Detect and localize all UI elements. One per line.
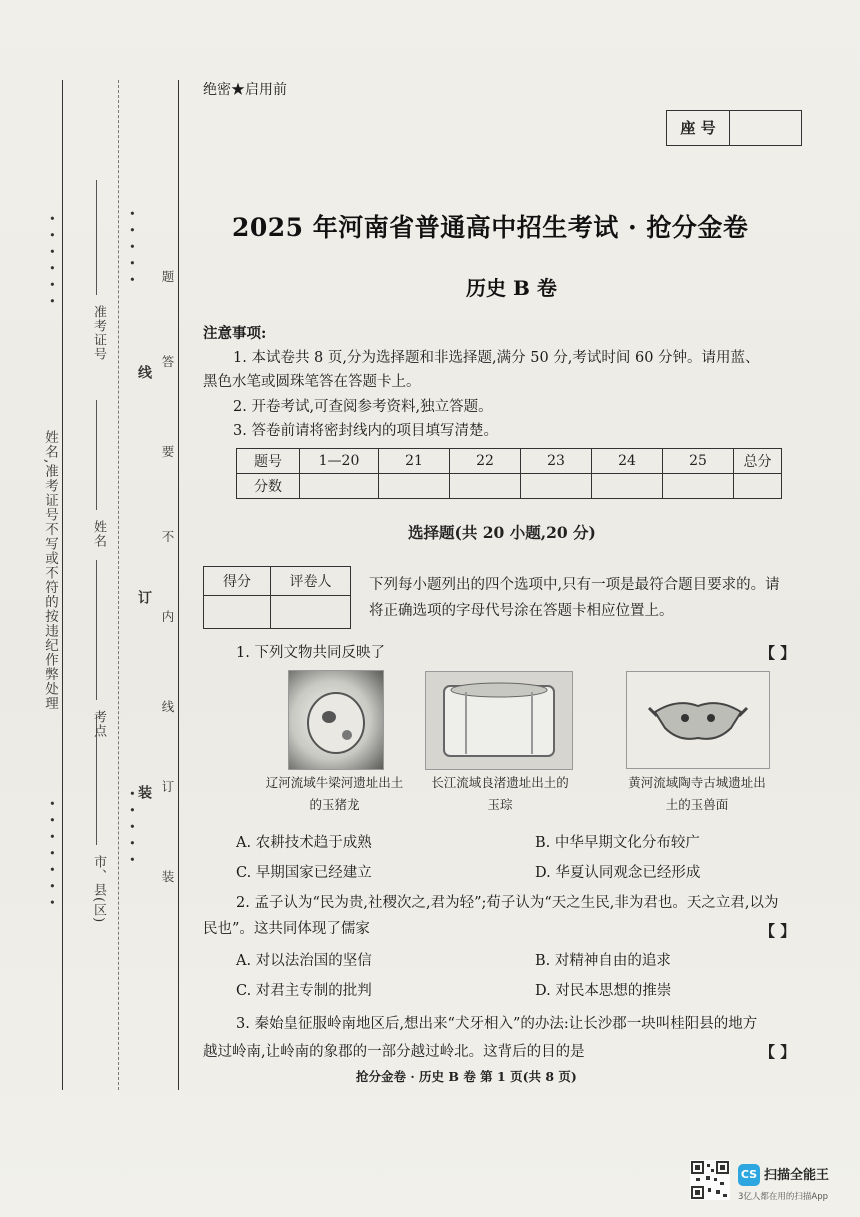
q2-option-d[interactable]: D. 对民本思想的推崇 [535,983,672,999]
score-header-cell: 1—20 [300,449,379,474]
exam-title: 2025 年河南省普通高中招生考试 · 抢分金卷 [232,213,749,242]
seal-word-xian: 线 [136,365,152,380]
seal-word-ding: 订 [136,590,152,605]
q1-option-c[interactable]: C. 早期国家已经建立 [236,865,372,881]
jade-cong-icon [426,672,572,769]
q2-option-a[interactable]: A. 对以法治国的坚信 [236,953,372,969]
grader-score-cell[interactable] [204,596,271,629]
binding-inner-line [178,80,179,1090]
field-admission-no-line [96,180,98,295]
artifact-image-jade-beast-face [626,671,770,769]
grader-marker-cell[interactable] [271,596,351,629]
score-header-cell: 总分 [734,449,782,474]
q1-option-d[interactable]: D. 华夏认同观念已经形成 [535,865,701,881]
caption-jade-pig-dragon: 辽河流域牛梁河遗址出土的玉猪龙 [265,775,404,812]
secret-label: 绝密★启用前 [203,82,287,98]
jade-beast-face-icon [627,672,769,768]
q3-answer-bracket[interactable]: 【 】 [760,1043,796,1061]
seat-number-label: 座 号 [667,111,730,145]
q2-option-b[interactable]: B. 对精神自由的追求 [535,953,671,969]
score-cell[interactable] [300,474,379,499]
q2-stem: 2. 孟子认为“民为贵,社稷次之,君为轻”;荀子认为“天之生民,非为君也。天之立君,以为民也”。这共同体现了儒家 [203,895,779,937]
bleed-through-text [760,90,773,109]
score-header-cell: 题号 [237,449,300,474]
scanner-logo-icon: CS [738,1164,760,1186]
scanner-app-name: 扫描全能王 [764,1168,830,1183]
inner-word-8: 题 [160,270,175,284]
q3-stem: 3. 秦始皇征服岭南地区后,想出来“犬牙相入”的办法:让长沙郡一块叫桂阳县的地方越过岭南,让岭南的象郡的一部分越过岭北。这背后的目的是 [203,1016,758,1060]
scanner-tagline: 3亿人都在用的扫描App [738,1192,829,1202]
binding-notice: 姓名,准考证号不写或不符的按违纪作弊处理 [42,430,58,711]
inner-word-5: 不 [160,530,175,544]
section-heading: 选择题(共 20 小题,20 分) [408,523,596,542]
grader-header-marker: 评卷人 [271,567,351,596]
inner-word-6: 要 [160,445,175,459]
inner-word-7: 答 [160,355,175,369]
binding-dots-mid-bottom: ••••• [125,790,138,873]
field-name-line [96,400,98,510]
binding-dots-top: •••••• [45,215,58,314]
inner-word-3: 线 [160,700,175,714]
jade-pig-dragon-icon [289,671,383,769]
score-cell[interactable] [450,474,521,499]
score-cell[interactable] [734,474,782,499]
score-header-cell: 24 [592,449,663,474]
notes-heading: 注意事项: [203,325,267,342]
score-table [236,448,782,499]
notes-item-2: 2. 开卷考试,可查阅参考资料,独立答题。 [233,399,493,415]
score-header-cell: 21 [379,449,450,474]
caption-jade-beast-face: 黄河流域陶寺古城遗址出土的玉兽面 [628,775,766,812]
score-cell[interactable] [663,474,734,499]
artifact-image-jade-cong [425,671,573,770]
grader-header-score: 得分 [204,567,271,596]
field-admission-no: 准考证号 [91,305,106,361]
subject-title: 历史 B 卷 [466,276,557,300]
notes-item-3: 3. 答卷前请将密封线内的项目填写清楚。 [233,423,498,439]
q1-answer-bracket[interactable]: 【 】 [760,644,796,662]
binding-dots-bottom: ••••••• [45,800,58,916]
section-instruction: 下列每小题列出的四个选项中,只有一项是最符合题目要求的。请将正确选项的字母代号涂在答题卡相应位置上。 [369,577,780,619]
qr-code-icon [690,1160,730,1200]
q1-stem: 1. 下列文物共同反映了 [236,645,385,661]
page-footer: 抢分金卷 · 历史 B 卷 第 1 页(共 8 页) [356,1069,577,1084]
grader-table [203,566,351,629]
artifact-image-jade-pig-dragon [288,670,384,770]
score-cell[interactable] [592,474,663,499]
binding-dots-mid-top: ••••• [125,210,138,293]
score-row-label: 分数 [237,474,300,499]
seal-word-zhuang: 装 [136,785,152,800]
caption-jade-cong: 长江流域良渚遗址出土的玉琮 [431,775,569,812]
score-header-cell: 22 [450,449,521,474]
q1-option-b[interactable]: B. 中华早期文化分布较广 [535,835,700,851]
inner-word-4: 内 [160,610,175,624]
seat-number-box [666,110,802,146]
q2-answer-bracket[interactable]: 【 】 [760,922,796,940]
score-cell[interactable] [521,474,592,499]
score-header-cell: 25 [663,449,734,474]
field-name: 姓名 [91,520,106,548]
notes-item-1: 1. 本试卷共 8 页,分为选择题和非选择题,满分 50 分,考试时间 60 分钟。请用蓝、黑色水笔或圆珠笔答在答题卡上。 [203,350,760,390]
field-city: 市、县(区) [91,855,106,924]
inner-word-2: 订 [160,780,175,794]
inner-word-1: 装 [160,870,175,884]
field-exam-site-line [96,560,98,700]
field-exam-site: 考点 [91,710,106,738]
binding-dashed-line [118,80,119,1090]
binding-outer-line [62,80,63,1090]
score-header-cell: 23 [521,449,592,474]
score-cell[interactable] [379,474,450,499]
q2-option-c[interactable]: C. 对君主专制的批判 [236,983,372,999]
q1-option-a[interactable]: A. 农耕技术趋于成熟 [236,835,372,851]
